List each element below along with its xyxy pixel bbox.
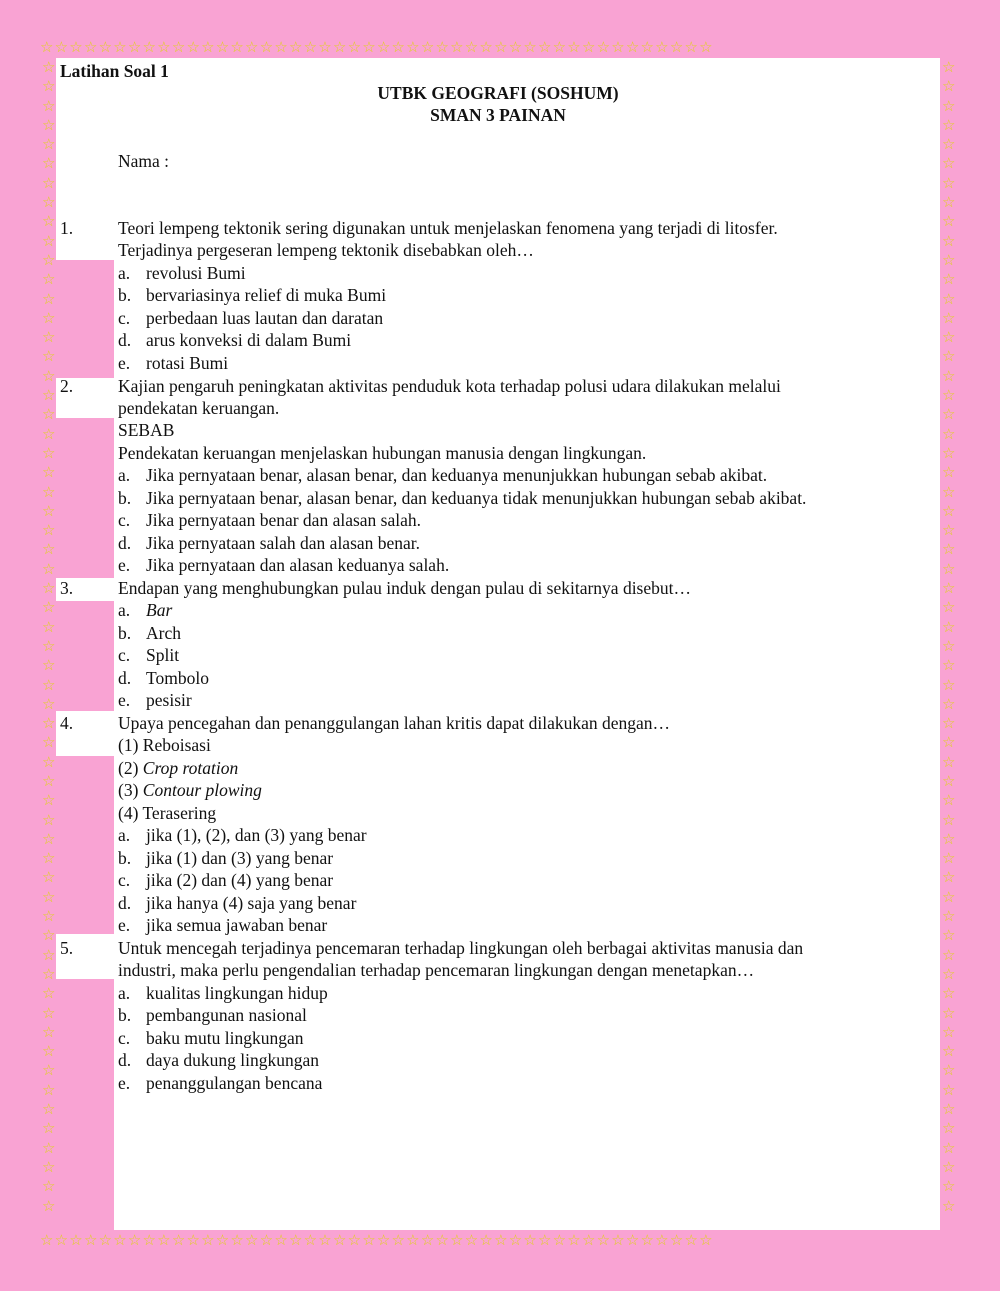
option-letter: e. — [118, 915, 131, 935]
option-text: Jika pernyataan benar, alasan benar, dan keduanya menunjukkan hubungan sebab akibat. — [146, 465, 768, 485]
option-letter: a. — [118, 983, 131, 1003]
statement-text: Crop rotation — [142, 758, 239, 778]
option-letter: d. — [118, 668, 132, 688]
question-number: 4. — [60, 713, 74, 733]
name-field-label: Nama : — [118, 151, 170, 171]
question-text: Terjadinya pergeseran lempeng tektonik disebabkan oleh… — [118, 240, 534, 260]
school-name: SMAN 3 PAINAN — [430, 105, 566, 125]
option-text: Split — [146, 645, 180, 665]
statement-prefix: (2) — [118, 758, 139, 778]
question-text: Teori lempeng tektonik sering digunakan untuk menjelaskan fenomena yang terjadi di litosfer. — [118, 218, 778, 238]
question-text: Endapan yang menghubungkan pulau induk dengan pulau di sekitarnya disebut… — [118, 578, 691, 598]
option-letter: e. — [118, 353, 131, 373]
question-number: 5. — [60, 938, 74, 958]
question-text: SEBAB — [118, 420, 175, 440]
option-text: kualitas lingkungan hidup — [146, 983, 328, 1003]
option-letter: e. — [118, 1073, 131, 1093]
option-text: baku mutu lingkungan — [146, 1028, 304, 1048]
option-text: Bar — [146, 600, 173, 620]
option-letter: d. — [118, 893, 132, 913]
option-text: pembangunan nasional — [146, 1005, 307, 1025]
statement-2 — [118, 757, 238, 779]
option-text: Tombolo — [146, 668, 209, 688]
option-letter: b. — [118, 1005, 132, 1025]
statement-text: Contour plowing — [142, 780, 262, 800]
option-letter: e. — [118, 555, 131, 575]
star-border-top: ☆☆☆☆☆☆☆☆☆☆☆☆☆☆☆☆☆☆☆☆☆☆☆☆☆☆☆☆☆☆☆☆☆☆☆☆☆☆☆☆☆☆☆☆☆☆ — [40, 40, 714, 56]
option-text: Arch — [146, 623, 181, 643]
gutter-strip — [56, 601, 114, 711]
option-letter: a. — [118, 825, 131, 845]
statement-1 — [118, 734, 211, 756]
gutter-strip — [56, 756, 114, 934]
option-letter: b. — [118, 285, 132, 305]
star-border-right: ☆☆☆☆☆☆☆☆☆☆☆☆☆☆☆☆☆☆☆☆☆☆☆☆☆☆☆☆☆☆☆☆☆☆☆☆☆☆☆☆☆☆☆☆☆☆☆☆☆☆☆☆☆☆☆☆☆☆☆☆ — [942, 58, 956, 1215]
gutter-strip — [56, 418, 114, 578]
statement-prefix: (4) — [118, 803, 139, 823]
option-text: jika (1), (2), dan (3) yang benar — [146, 825, 367, 845]
option-text: Jika pernyataan benar, alasan benar, dan keduanya tidak menunjukkan hubungan sebab akibat. — [146, 488, 807, 508]
gutter-strip — [56, 979, 114, 1230]
option-letter: c. — [118, 645, 131, 665]
option-letter: e. — [118, 690, 131, 710]
option-text: jika (1) dan (3) yang benar — [146, 848, 334, 868]
option-text: revolusi Bumi — [146, 263, 246, 283]
statement-text: Reboisasi — [142, 735, 211, 755]
question-text: pendekatan keruangan. — [118, 398, 280, 418]
option-letter: b. — [118, 848, 132, 868]
option-text: bervariasinya relief di muka Bumi — [146, 285, 387, 305]
option-letter: c. — [118, 870, 131, 890]
option-letter: a. — [118, 263, 131, 283]
option-text: jika hanya (4) saja yang benar — [146, 893, 357, 913]
option-letter: b. — [118, 488, 132, 508]
star-border-bottom: ☆☆☆☆☆☆☆☆☆☆☆☆☆☆☆☆☆☆☆☆☆☆☆☆☆☆☆☆☆☆☆☆☆☆☆☆☆☆☆☆☆☆☆☆☆☆ — [40, 1233, 714, 1249]
statement-prefix: (1) — [118, 735, 139, 755]
option-letter: c. — [118, 1028, 131, 1048]
worksheet-page — [56, 58, 940, 1230]
option-letter: a. — [118, 465, 131, 485]
question-text: Kajian pengaruh peningkatan aktivitas penduduk kota terhadap polusi udara dilakukan melalui — [118, 376, 781, 396]
option-letter: b. — [118, 623, 132, 643]
star-border-left: ☆☆☆☆☆☆☆☆☆☆☆☆☆☆☆☆☆☆☆☆☆☆☆☆☆☆☆☆☆☆☆☆☆☆☆☆☆☆☆☆☆☆☆☆☆☆☆☆☆☆☆☆☆☆☆☆☆☆☆☆ — [42, 58, 56, 1215]
option-text: penanggulangan bencana — [146, 1073, 323, 1093]
option-text: arus konveksi di dalam Bumi — [146, 330, 352, 350]
statement-text: Terasering — [142, 803, 217, 823]
question-number: 2. — [60, 376, 74, 396]
option-text: Jika pernyataan benar dan alasan salah. — [146, 510, 422, 530]
statement-3 — [118, 779, 262, 801]
option-letter: a. — [118, 600, 131, 620]
option-text: jika semua jawaban benar — [146, 915, 328, 935]
option-text: perbedaan luas lautan dan daratan — [146, 308, 384, 328]
option-text: daya dukung lingkungan — [146, 1050, 320, 1070]
option-letter: d. — [118, 533, 132, 553]
option-letter: c. — [118, 510, 131, 530]
question-number: 1. — [60, 218, 74, 238]
option-letter: d. — [118, 330, 132, 350]
gutter-strip — [56, 260, 114, 378]
option-text: Jika pernyataan salah dan alasan benar. — [146, 533, 421, 553]
option-text: pesisir — [146, 690, 192, 710]
worksheet-title: UTBK GEOGRAFI (SOSHUM) — [377, 83, 619, 103]
option-letter: c. — [118, 308, 131, 328]
option-text: Jika pernyataan dan alasan keduanya salah. — [146, 555, 450, 575]
question-number: 3. — [60, 578, 74, 598]
statement-prefix: (3) — [118, 780, 139, 800]
statement-4 — [118, 802, 216, 824]
question-text: Pendekatan keruangan menjelaskan hubungan manusia dengan lingkungan. — [118, 443, 647, 463]
question-text: Untuk mencegah terjadinya pencemaran terhadap lingkungan oleh berbagai aktivitas manusia dan — [118, 938, 804, 958]
option-text: jika (2) dan (4) yang benar — [146, 870, 334, 890]
option-text: rotasi Bumi — [146, 353, 229, 373]
worksheet-label: Latihan Soal 1 — [60, 61, 169, 81]
option-letter: d. — [118, 1050, 132, 1070]
question-text: industri, maka perlu pengendalian terhadap pencemaran lingkungan dengan menetapkan… — [118, 960, 755, 980]
question-text: Upaya pencegahan dan penanggulangan lahan kritis dapat dilakukan dengan… — [118, 713, 671, 733]
